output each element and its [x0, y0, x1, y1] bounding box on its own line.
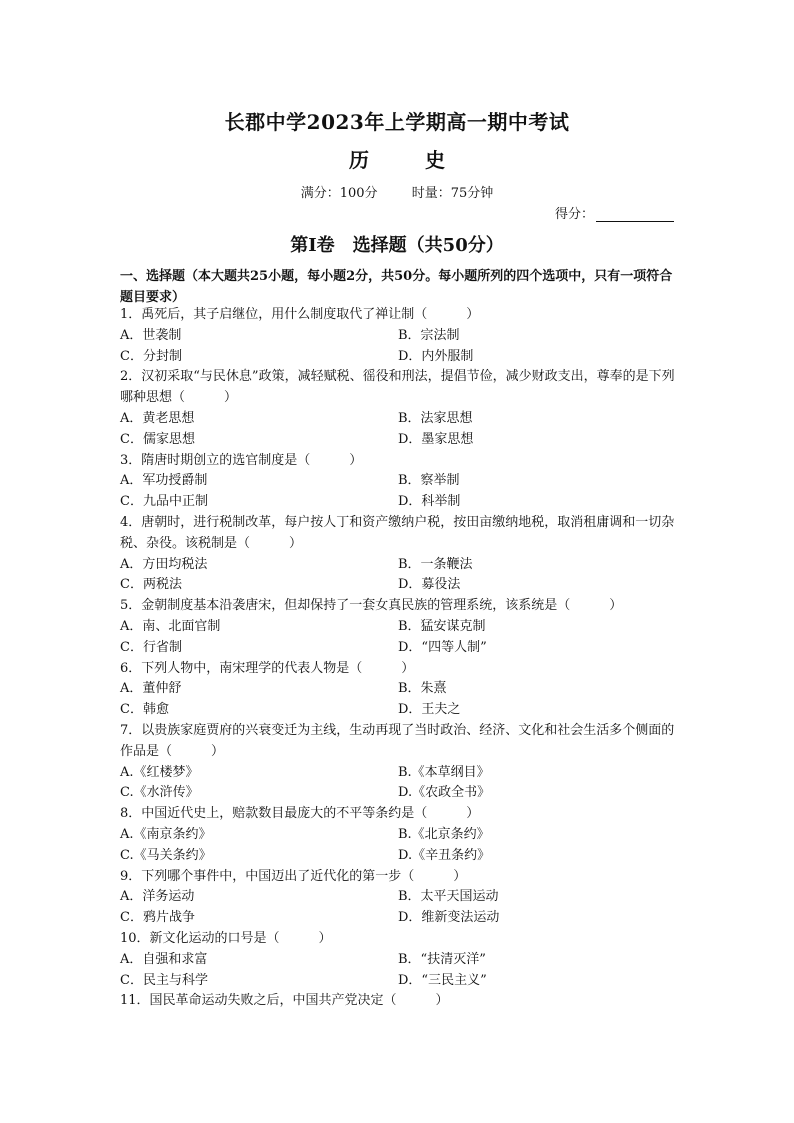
answer-option: D．科举制: [398, 494, 461, 510]
answer-option: B．察举制: [398, 473, 460, 489]
section-title: 第Ⅰ卷 选择题（共50分）: [290, 235, 504, 256]
answer-option: B．宗法制: [398, 327, 460, 343]
question-item: [120, 867, 676, 929]
option-group: [120, 409, 676, 451]
question-stem: 9．下列哪个事件中，中国迈出了近代化的第一步（ ）: [120, 868, 467, 884]
answer-option: B.《本草纲目》: [398, 764, 490, 780]
answer-option: A．自强和求富: [120, 951, 208, 967]
option-group: [120, 887, 676, 929]
answer-option: A．方田均税法: [120, 556, 208, 572]
option-group: [120, 950, 676, 992]
question-list: [120, 305, 676, 1012]
answer-option: C.《马关条约》: [120, 847, 212, 863]
option-group: [120, 825, 676, 867]
answer-option: B.《北京条约》: [398, 826, 490, 842]
option-group: [120, 617, 676, 659]
answer-option: C．民主与科学: [120, 972, 208, 988]
option-group: [120, 763, 676, 805]
answer-option: D．“四等人制”: [398, 639, 487, 655]
answer-option: C．分封制: [120, 348, 182, 364]
question-stem: 8．中国近代史上，赔款数目最庞大的不平等条约是（ ）: [120, 806, 480, 822]
subject-title: 历 史: [349, 148, 463, 172]
option-group: [120, 555, 676, 597]
option-group: [120, 471, 676, 513]
score-blank: [596, 207, 674, 222]
answer-option: A．黄老思想: [120, 410, 195, 426]
question-item: [120, 659, 676, 721]
answer-option: B．“扶清灭洋”: [398, 951, 486, 967]
answer-option: D．内外服制: [398, 348, 474, 364]
answer-option: B．太平天国运动: [398, 889, 499, 905]
answer-option: D．王夫之: [398, 702, 461, 718]
option-group: [120, 326, 676, 368]
time-limit: 时量：75分钟: [411, 186, 494, 201]
answer-option: C．两税法: [120, 577, 182, 593]
question-stem: 1．禹死后，其子启继位，用什么制度取代了禅让制（ ）: [120, 307, 480, 322]
answer-option: C．韩愈: [120, 702, 169, 718]
answer-option: C.《水浒传》: [120, 785, 199, 801]
question-stem: 10．新文化运动的口号是（ ）: [120, 930, 332, 946]
answer-option: B．法家思想: [398, 410, 473, 426]
question-item: [120, 305, 676, 367]
question-item: [120, 721, 676, 804]
answer-option: C．九品中正制: [120, 494, 208, 510]
question-item: [120, 367, 676, 450]
exam-title: 长郡中学2023年上学期高一期中考试: [224, 110, 570, 134]
answer-option: A．世袭制: [120, 327, 182, 343]
answer-option: C．行省制: [120, 639, 182, 655]
question-item: [120, 513, 676, 596]
section-instruction: 一、选择题（本大题共25小题，每小题2分，共50分。每小题所列的四个选项中，只有一项符合题目要求）: [120, 269, 673, 305]
answer-option: D．维新变法运动: [398, 910, 500, 926]
answer-option: A．军功授爵制: [120, 473, 208, 489]
answer-option: A.《红楼梦》: [120, 764, 199, 780]
question-item: [120, 991, 676, 1012]
question-stem: 4．唐朝时，进行税制改革，每户按人丁和资产缴纳户税，按田亩缴纳地税，取消租庸调和一切杂税、杂役。该税制是（ ）: [120, 514, 675, 551]
answer-option: C．儒家思想: [120, 431, 195, 447]
answer-option: A．洋务运动: [120, 889, 195, 905]
question-stem: 7．以贵族家庭贾府的兴衰变迁为主线，生动再现了当时政治、经济、文化和社会生活多个侧面的作品是（ ）: [120, 722, 675, 759]
question-item: [120, 804, 676, 866]
answer-option: A．南、北面官制: [120, 618, 221, 634]
question-item: [120, 596, 676, 658]
answer-option: D．“三民主义”: [398, 972, 487, 988]
question-stem: 11．国民革命运动失败之后，中国共产党决定（ ）: [120, 993, 449, 1009]
answer-option: D.《农政全书》: [398, 785, 491, 801]
question-item: [120, 929, 676, 991]
answer-option: B．朱熹: [398, 681, 447, 697]
option-group: [120, 679, 676, 721]
question-stem: 5．金朝制度基本沿袭唐宋，但却保持了一套女真民族的管理系统，该系统是（ ）: [120, 598, 623, 614]
answer-option: D．墨家思想: [398, 431, 474, 447]
full-score: 满分：100分: [300, 186, 378, 201]
answer-option: D．募役法: [398, 577, 461, 593]
answer-option: A.《南京条约》: [120, 826, 212, 842]
answer-option: B．猛安谋克制: [398, 618, 486, 634]
question-item: [120, 451, 676, 513]
exam-meta: [0, 182, 794, 201]
score-field: [555, 203, 674, 222]
answer-option: C．鸦片战争: [120, 910, 195, 926]
question-stem: 3．隋唐时期创立的选官制度是（ ）: [120, 452, 363, 468]
question-stem: 2．汉初采取“与民休息”政策，减轻赋税、徭役和刑法，提倡节俭，减少财政支出，尊奉的是下列哪种思想（ ）: [120, 369, 675, 406]
answer-option: D.《辛丑条约》: [398, 847, 491, 863]
answer-option: B．一条鞭法: [398, 556, 473, 572]
score-label: 得分：: [554, 207, 594, 222]
question-stem: 6．下列人物中，南宋理学的代表人物是（ ）: [120, 660, 415, 676]
answer-option: A．董仲舒: [120, 681, 182, 697]
